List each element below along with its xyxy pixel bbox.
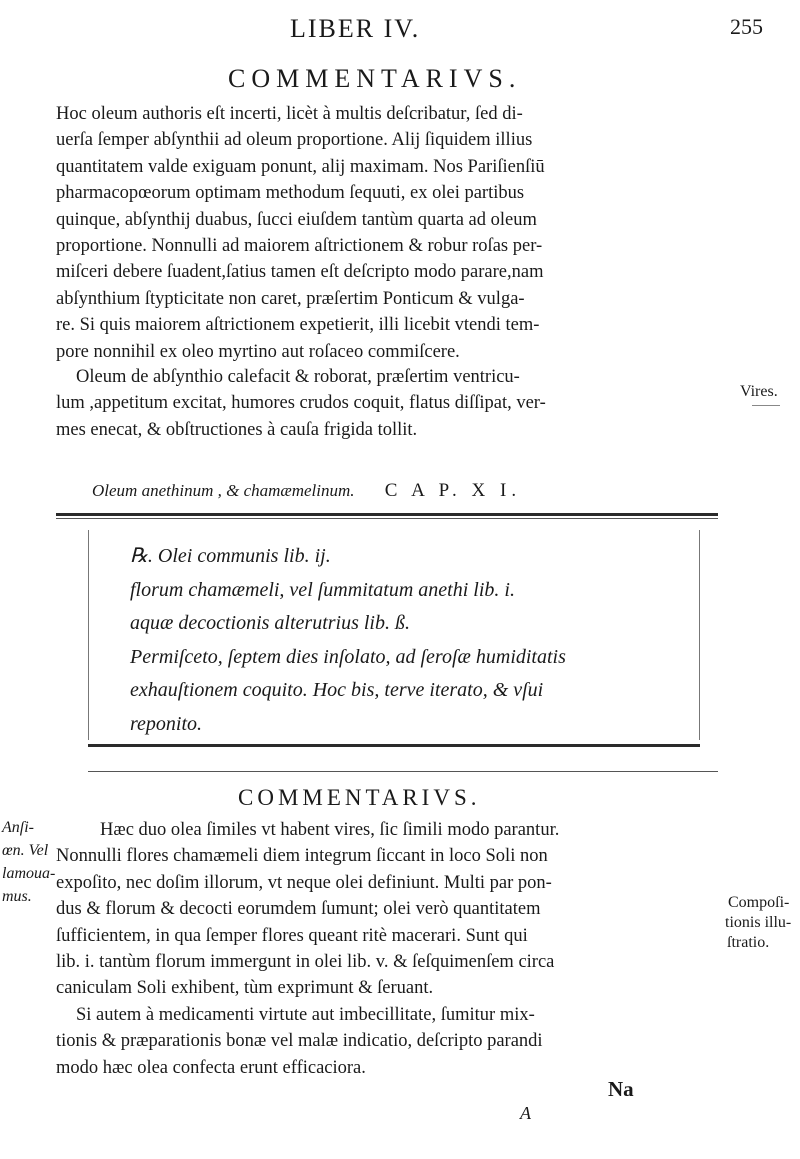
commentary-paragraph-1 <box>56 101 716 365</box>
page-number: 255 <box>730 14 763 39</box>
text-line: Nonnulli flores chamæmeli diem integrum ſiccant in loco Soli non <box>56 846 548 867</box>
divider-rule <box>88 744 700 747</box>
commentary-paragraph-3 <box>56 817 716 1081</box>
text-line: tionis & præparationis bonæ vel malæ indicatio, deſcripto parandi <box>56 1031 543 1052</box>
recipe-line: Permiſceto, ſeptem dies inſolato, ad ſeroſæ humiditatis <box>130 645 566 668</box>
divider-rule <box>56 513 718 516</box>
margin-note-right: ſtratio. <box>727 934 770 951</box>
chapter-number: C A P. X I. <box>384 480 522 501</box>
margin-rule <box>752 405 780 406</box>
recipe-text <box>130 540 566 741</box>
margin-note-right: tionis illu- <box>725 914 792 931</box>
margin-note-left: mus. <box>2 888 32 905</box>
text-line: pore nonnihil ex oleo myrtino aut roſaceo commiſcere. <box>56 341 460 362</box>
margin-note-vires: Vires. <box>740 383 778 400</box>
margin-note-left: Anſi- <box>2 819 34 836</box>
recipe-line: reponito. <box>130 712 203 735</box>
divider-rule <box>56 518 718 519</box>
text-line: caniculam Soli exhibent, tùm exprimunt & ſeruant. <box>56 978 434 999</box>
commentary-paragraph-2 <box>56 364 716 443</box>
text-line: dus & florum & decocti eorumdem ſumunt; olei verò quantitatem <box>56 899 541 920</box>
running-head: LIBER IV. <box>290 14 421 43</box>
recipe-line: aquæ decoctionis alterutrius lib. ß. <box>130 612 410 634</box>
text-line: Oleum de abſynthio calefacit & roborat, præſertim ventricu- <box>76 367 520 387</box>
text-line: modo hæc olea confecta erunt efficaciora. <box>56 1057 366 1078</box>
text-line: Hoc oleum authoris eſt incerti, licèt à multis deſcribatur, ſed di- <box>56 104 523 124</box>
section-title: COMMENTARIVS. <box>228 64 522 93</box>
text-line: mes enecat, & obſtructiones à cauſa frigida tollit. <box>56 419 418 440</box>
margin-note-left: lamoua- <box>2 865 56 882</box>
text-line: quinque, abſynthij duabus, ſucci eiuſdem tantùm quarta ad oleum <box>56 209 537 230</box>
recipe-line: exhauſtionem coquito. Hoc bis, terve iterato, & vſui <box>130 679 544 701</box>
text-line: quantitatem valde exiguam ponunt, alij maximam. Nos Pariſienſiū <box>56 156 545 177</box>
margin-note-left: œn. Vel <box>2 842 49 859</box>
text-line: proportione. Nonnulli ad maiorem aſtrictionem & robur roſas per- <box>56 236 543 257</box>
signature-mark: A <box>520 1103 531 1123</box>
chapter-heading <box>92 480 521 502</box>
text-line: abſynthium ſtypticitate non caret, præſertim Ponticum & vulga- <box>56 288 525 309</box>
recipe-line: ℞. Olei communis lib. ij. <box>130 545 331 567</box>
text-line: uerſa ſemper abſynthii ad oleum proportione. Alij ſiquidem illius <box>56 130 533 151</box>
text-line: pharmacopœorum optimam methodum ſequuti, ex olei partibus <box>56 183 525 204</box>
text-line: expoſito, nec doſim illorum, vt neque olei definiunt. Multi par pon- <box>56 872 552 893</box>
text-line: ſufficientem, in qua ſemper flores queant ritè macerari. Sunt qui <box>56 925 528 946</box>
divider-rule <box>88 771 718 772</box>
text-line: lum ,appetitum excitat, humores crudos coquit, flatus diſſipat, ver- <box>56 393 546 414</box>
chapter-title: Oleum anethinum , & chamæmelinum. <box>92 481 355 500</box>
text-line: miſceri debere ſuadent,ſatius tamen eſt deſcripto modo parare,nam <box>56 262 544 283</box>
commentary-heading: COMMENTARIVS. <box>238 785 481 810</box>
margin-note-right: Compoſi- <box>728 894 790 911</box>
text-line: lib. i. tantùm florum immergunt in olei lib. v. & ſeſquimenſem circa <box>56 952 555 973</box>
catchword: Na <box>608 1077 634 1101</box>
text-line: Si autem à medicamenti virtute aut imbecillitate, ſumitur mix- <box>76 1004 535 1025</box>
recipe-line: florum chamæmeli, vel ſummitatum anethi lib. i. <box>130 578 515 601</box>
text-line: Hæc duo olea ſimiles vt habent vires, ſic ſimili modo parantur. <box>100 820 560 840</box>
text-line: re. Si quis maiorem aſtrictionem expetierit, illi licebit vtendi tem- <box>56 315 540 336</box>
